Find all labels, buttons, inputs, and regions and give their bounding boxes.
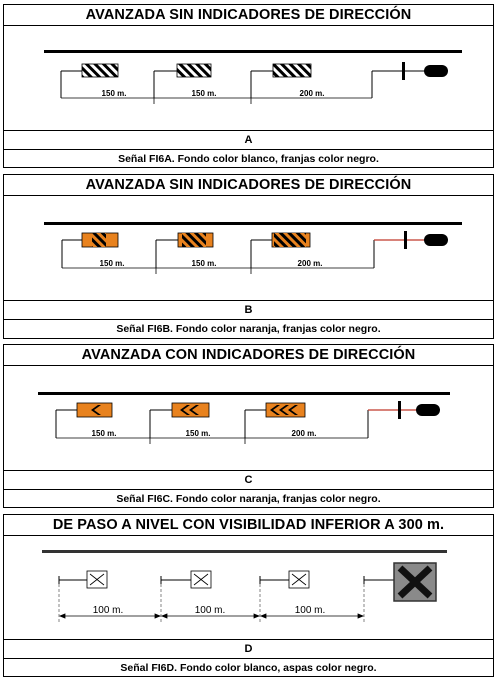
panel-a-caption: Señal FI6A. Fondo color blanco, franjas color negro. [4, 149, 493, 168]
panel-d-drawing [4, 536, 493, 640]
distance-label-1: 150 m. [101, 89, 127, 98]
panel-d-title: DE PASO A NIVEL CON VISIBILIDAD INFERIOR A 300 m. [4, 515, 493, 536]
sign-fi6d-large [364, 563, 436, 601]
panel-d-caption: Señal FI6D. Fondo color blanco, aspas color negro. [4, 658, 493, 677]
panel-b-title: AVANZADA SIN INDICADORES DE DIRECCIÓN [4, 175, 493, 196]
train-silhouette-icon [368, 401, 440, 438]
sign-fi6d-2 [161, 571, 211, 588]
road-line [42, 550, 447, 553]
panel-d [3, 514, 494, 677]
distance-label-2: 150 m. [191, 89, 217, 98]
panel-c-title: AVANZADA CON INDICADORES DE DIRECCIÓN [4, 345, 493, 366]
panel-b-letter: B [4, 300, 493, 319]
panel-c-drawing [4, 366, 493, 470]
distance-label-2: 150 m. [191, 259, 217, 268]
train-silhouette-icon [372, 62, 448, 98]
road-line [44, 222, 462, 225]
panel-a-drawing [4, 26, 493, 130]
distance-label-3: 200 m. [297, 259, 323, 268]
panel-b-svg [4, 196, 493, 300]
distance-label-3: 200 m. [299, 89, 325, 98]
panel-a-letter: A [4, 130, 493, 149]
distance-label-2: 100 m. [194, 605, 226, 616]
panel-b [3, 174, 494, 339]
road-line [44, 50, 462, 53]
distance-label-1: 150 m. [99, 259, 125, 268]
panel-b-drawing [4, 196, 493, 300]
sign-fi6d-1 [59, 571, 107, 588]
panel-d-letter: D [4, 639, 493, 658]
road-line [38, 392, 450, 395]
panel-c-letter: C [4, 470, 493, 489]
distance-label-3: 100 m. [294, 605, 326, 616]
distance-label-1: 150 m. [91, 429, 117, 438]
panel-d-svg [4, 536, 493, 640]
distance-label-1: 100 m. [92, 605, 124, 616]
distance-label-3: 200 m. [291, 429, 317, 438]
panel-b-caption: Señal FI6B. Fondo color naranja, franjas color negro. [4, 319, 493, 338]
sign-fi6d-3 [260, 571, 309, 588]
panel-c [3, 344, 494, 508]
train-silhouette-icon [374, 231, 448, 268]
panel-c-caption: Señal FI6C. Fondo color naranja, franjas color negro. [4, 489, 493, 508]
panel-c-svg [4, 366, 493, 470]
distance-label-2: 150 m. [185, 429, 211, 438]
panel-a [3, 4, 494, 168]
panel-a-title: AVANZADA SIN INDICADORES DE DIRECCIÓN [4, 5, 493, 26]
panel-a-svg [4, 26, 493, 130]
